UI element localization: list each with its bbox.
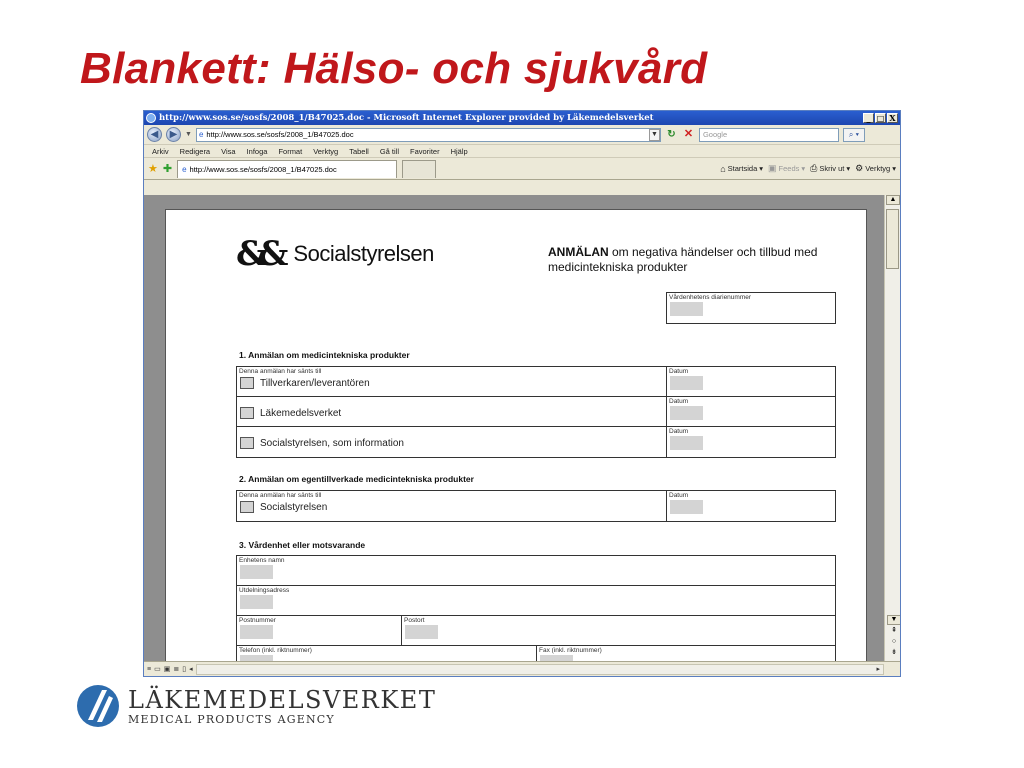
refresh-icon[interactable]: ↻ bbox=[667, 129, 676, 140]
minimize-button[interactable]: _ bbox=[863, 113, 874, 123]
option-label: Socialstyrelsen bbox=[260, 501, 328, 513]
page-icon: e bbox=[198, 130, 204, 139]
address-text: http://www.sos.se/sosfs/2008_1/B47025.doc bbox=[206, 130, 354, 139]
home-icon: ⌂ bbox=[720, 163, 726, 174]
diarie-label: Vårdenhetens diarienummer bbox=[669, 294, 752, 301]
menu-item[interactable]: Favoriter bbox=[410, 146, 440, 156]
scroll-thumb[interactable] bbox=[886, 209, 899, 269]
vertical-scrollbar[interactable] bbox=[884, 195, 900, 661]
unit-name-label: Enhetens namn bbox=[239, 557, 285, 564]
menu-item[interactable]: Format bbox=[278, 146, 303, 156]
horizontal-scrollbar[interactable] bbox=[196, 664, 884, 675]
scroll-right-icon[interactable]: ▸ bbox=[876, 666, 880, 673]
checkbox[interactable] bbox=[240, 407, 254, 419]
feeds-icon: ▣ bbox=[768, 163, 777, 173]
date-input[interactable] bbox=[670, 436, 703, 450]
menu-bar bbox=[144, 145, 900, 158]
checkbox[interactable] bbox=[240, 437, 254, 449]
postal-code-input[interactable] bbox=[240, 625, 273, 639]
menu-item[interactable]: Gå till bbox=[379, 146, 399, 156]
window-titlebar[interactable] bbox=[144, 111, 900, 125]
checkbox[interactable] bbox=[240, 377, 254, 389]
maximize-button[interactable]: □ bbox=[876, 113, 885, 123]
slide-title: Blankett: Hälso- och sjukvård bbox=[80, 44, 708, 93]
unit-name-input[interactable] bbox=[240, 565, 273, 579]
socialstyrelsen-logo bbox=[236, 234, 434, 274]
city-input[interactable] bbox=[405, 625, 438, 639]
tab-document[interactable] bbox=[177, 160, 397, 178]
address-toolbar bbox=[144, 125, 900, 145]
home-button[interactable]: ⌂ Startsida ▾ bbox=[720, 163, 764, 174]
menu-item[interactable]: Arkiv bbox=[152, 146, 169, 156]
tab-label: http://www.sos.se/sosfs/2008_1/B47025.doc bbox=[189, 164, 337, 174]
print-layout-icon[interactable]: ▣ bbox=[163, 666, 171, 673]
section1-title: 1. Anmälan om medicintekniska produkter bbox=[239, 350, 410, 360]
option-label: Tillverkaren/leverantören bbox=[260, 377, 370, 389]
sent-to-label: Denna anmälan har sänts till bbox=[239, 492, 322, 499]
checkbox[interactable] bbox=[240, 501, 254, 513]
agency-name: LÄKEMEDELSVERKET bbox=[128, 685, 437, 714]
lakemedelsverket-logo bbox=[76, 684, 436, 728]
menu-item[interactable]: Visa bbox=[221, 146, 236, 156]
date-input[interactable] bbox=[670, 406, 703, 420]
sent-to-label: Denna anmälan har sänts till bbox=[239, 368, 322, 375]
section3-title: 3. Vårdenhet eller motsvarande bbox=[239, 540, 366, 550]
address-field[interactable] bbox=[240, 595, 273, 609]
menu-item[interactable]: Hjälp bbox=[450, 146, 468, 156]
normal-view-icon[interactable]: ≡ bbox=[147, 665, 152, 673]
window-title: http://www.sos.se/sosfs/2008_1/B47025.doc - Microsoft Internet Explorer provided by Läkemedelsverket bbox=[159, 113, 654, 123]
option-label: Läkemedelsverket bbox=[260, 407, 342, 419]
agency-subtitle: MEDICAL PRODUCTS AGENCY bbox=[128, 712, 335, 726]
phone-label: Telefon (inkl. riktnummer) bbox=[239, 647, 312, 654]
menu-item[interactable]: Verktyg bbox=[313, 146, 339, 156]
city-label: Postort bbox=[404, 617, 425, 624]
section1-table bbox=[236, 366, 836, 458]
ie-icon bbox=[146, 113, 156, 123]
date-input[interactable] bbox=[670, 500, 703, 514]
view-status-bar bbox=[144, 661, 900, 676]
feeds-button[interactable]: ▣ Feeds ▾ bbox=[768, 163, 806, 173]
address-input[interactable] bbox=[196, 128, 661, 142]
outline-view-icon[interactable]: ≣ bbox=[173, 666, 180, 673]
postal-code-label: Postnummer bbox=[239, 617, 276, 624]
section2-table bbox=[236, 490, 836, 522]
browse-object-icon[interactable]: ○ bbox=[891, 638, 897, 645]
date-label: Datum bbox=[669, 398, 689, 405]
menu-item[interactable]: Infoga bbox=[246, 146, 268, 156]
document-page bbox=[165, 209, 867, 661]
back-icon[interactable]: ◀ bbox=[147, 127, 162, 142]
address-dropdown-icon[interactable]: ▼ bbox=[649, 129, 660, 141]
reading-view-icon[interactable]: ▯ bbox=[182, 666, 187, 673]
gear-icon: ⚙ bbox=[855, 163, 864, 173]
print-button[interactable]: ⎙ Skriv ut ▾ bbox=[810, 163, 851, 173]
stop-icon[interactable]: ✕ bbox=[683, 128, 694, 140]
date-input[interactable] bbox=[670, 376, 703, 390]
menu-item[interactable]: Tabell bbox=[349, 146, 369, 156]
form-heading: ANMÄLAN om negativa händelser och tillbud med medicintekniska produkter bbox=[548, 245, 818, 274]
search-input[interactable]: Google bbox=[699, 128, 839, 142]
section2-title: 2. Anmälan om egentillverkade medicintekniska produkter bbox=[239, 474, 474, 484]
forward-icon[interactable]: ▶ bbox=[166, 127, 181, 142]
scroll-left-icon[interactable]: ◂ bbox=[189, 666, 193, 673]
document-viewport[interactable] bbox=[144, 195, 886, 661]
date-label: Datum bbox=[669, 368, 689, 375]
option-label: Socialstyrelsen, som information bbox=[260, 437, 404, 449]
date-label: Datum bbox=[669, 492, 689, 499]
logo-text: Socialstyrelsen bbox=[293, 241, 434, 266]
fax-label: Fax (inkl. riktnummer) bbox=[539, 647, 602, 654]
history-dropdown-icon[interactable]: ▼ bbox=[185, 131, 192, 138]
diarie-input[interactable] bbox=[670, 302, 703, 316]
date-label: Datum bbox=[669, 428, 689, 435]
diarie-field bbox=[666, 292, 836, 324]
new-tab-button[interactable] bbox=[402, 160, 436, 178]
add-favorite-icon[interactable]: ✚ bbox=[162, 163, 173, 175]
printer-icon: ⎙ bbox=[810, 163, 818, 173]
scroll-up-icon[interactable]: ▲ bbox=[886, 195, 900, 205]
tab-bar bbox=[144, 158, 900, 180]
close-button[interactable]: X bbox=[887, 113, 898, 123]
section3-table bbox=[236, 555, 836, 661]
tools-button[interactable]: ⚙ Verktyg ▾ bbox=[855, 163, 896, 173]
prev-page-icon[interactable]: ⇞ bbox=[891, 627, 897, 634]
menu-item[interactable]: Redigera bbox=[179, 146, 211, 156]
scroll-down-icon[interactable]: ▼ bbox=[887, 615, 901, 625]
favorites-star-icon[interactable]: ★ bbox=[148, 163, 158, 175]
search-icon[interactable]: ⌕ ▾ bbox=[843, 128, 865, 142]
page-icon: e bbox=[182, 164, 187, 174]
lakemedelsverket-emblem-icon bbox=[76, 684, 120, 728]
web-layout-icon[interactable]: ▭ bbox=[154, 666, 161, 673]
next-page-icon[interactable]: ⇟ bbox=[891, 649, 897, 656]
socialstyrelsen-emblem-icon: && bbox=[236, 234, 280, 274]
address-label: Utdelningsadress bbox=[239, 587, 290, 594]
browser-window bbox=[143, 110, 901, 677]
